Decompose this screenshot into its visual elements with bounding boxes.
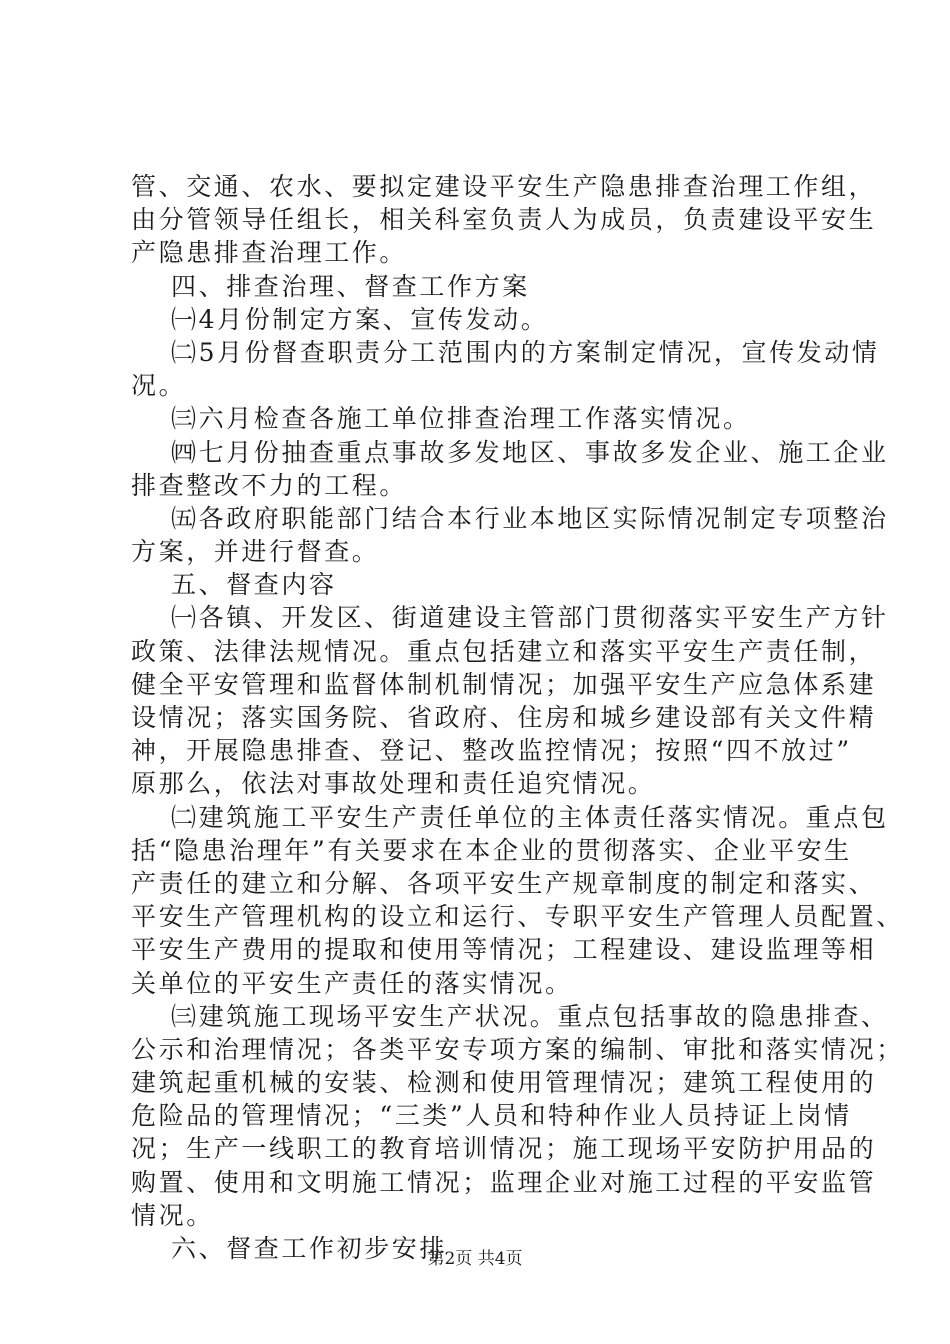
- text-line: ㈡建筑施工平安生产责任单位的主体责任落实情况。重点包: [171, 802, 889, 832]
- text-line: 平安生产费用的提取和使用等情况；工程建设、建设监理等相: [131, 935, 877, 965]
- text-line: ㈡5月份督查职责分工范围内的方案制定情况，宣传发动情: [171, 337, 880, 367]
- text-line: ㈣七月份抽查重点事故多发地区、事故多发企业、施工企业: [171, 437, 889, 467]
- text-line: 设情况；落实国务院、省政府、住房和城乡建设部有关文件精: [131, 703, 877, 732]
- text-line: 健全平安管理和监督体制机制情况；加强平安生产应急体系建: [131, 669, 877, 699]
- text-line: 关单位的平安生产责任的落实情况。: [131, 968, 573, 998]
- document-body: [131, 170, 904, 1265]
- text-line: 括“隐患治理年”有关要求在本企业的贯彻落实、企业平安生: [131, 835, 852, 865]
- text-line: 方案，并进行督查。: [131, 537, 380, 567]
- text-line: 产责任的建立和分解、各项平安生产规章制度的制定和落实、: [131, 868, 877, 898]
- text-line: ㈢建筑施工现场平安生产状况。重点包括事故的隐患排查、: [171, 1001, 889, 1031]
- text-line: 原那么，依法对事故处理和责任追究情况。: [131, 769, 656, 799]
- text-line: 管、交通、农水、要拟定建设平安生产隐患排查治理工作组，: [131, 172, 877, 201]
- text-line: 四、排查治理、督查工作方案: [171, 271, 530, 301]
- text-line: 危险品的管理情况；“三类”人员和特种作业人员持证上岗情: [131, 1101, 852, 1131]
- text-line: 由分管领导任组长，相关科室负责人为成员，负责建设平安生: [131, 205, 877, 235]
- page-footer: 第2页 共4页: [427, 1249, 523, 1269]
- text-line: 公示和治理情况；各类平安专项方案的编制、审批和落实情况；: [131, 1034, 904, 1064]
- text-line: 五、督查内容: [171, 570, 337, 600]
- text-line: 购置、使用和文明施工情况；监理企业对施工过程的平安监管: [131, 1167, 877, 1197]
- text-line: 建筑起重机械的安装、检测和使用管理情况；建筑工程使用的: [131, 1068, 877, 1098]
- text-line: 况；生产一线职工的教育培训情况；施工现场平安防护用品的: [131, 1134, 877, 1164]
- text-line: ㈤各政府职能部门结合本行业本地区实际情况制定专项整治: [171, 503, 889, 533]
- text-line: 六、督查工作初步安排: [171, 1234, 448, 1263]
- text-line: ㈠4月份制定方案、宣传发动。: [171, 304, 549, 334]
- text-line: 情况。: [131, 1200, 214, 1230]
- text-line: 平安生产管理机构的设立和运行、专职平安生产管理人员配置、: [131, 902, 904, 932]
- text-line: 产隐患排查治理工作。: [131, 238, 408, 268]
- text-line: 况。: [131, 371, 187, 401]
- text-line: ㈠各镇、开发区、街道建设主管部门贯彻落实平安生产方针: [171, 603, 889, 633]
- text-line: ㈢六月检查各施工单位排查治理工作落实情况。: [171, 404, 751, 434]
- text-line: 排查整改不力的工程。: [131, 470, 408, 500]
- text-line: 神，开展隐患排查、登记、整改监控情况；按照“四不放过”: [131, 736, 852, 766]
- text-line: 政策、法律法规情况。重点包括建立和落实平安生产责任制，: [131, 636, 877, 666]
